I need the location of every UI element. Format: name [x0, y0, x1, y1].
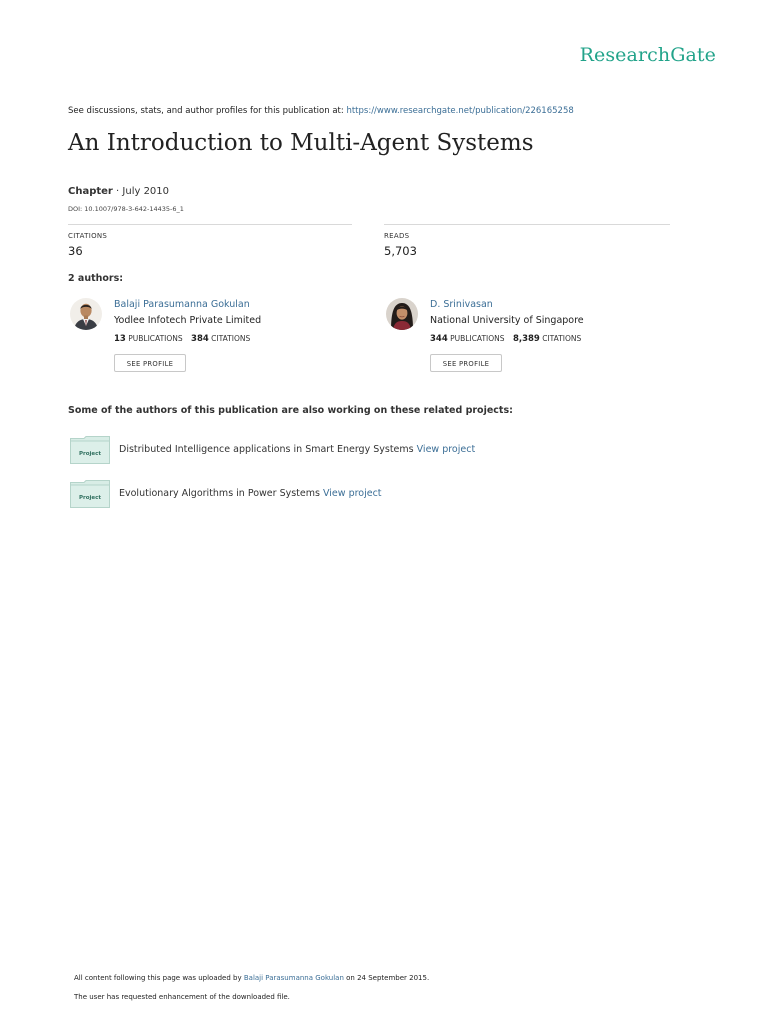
project-folder-icon [70, 436, 110, 464]
project-title: Evolutionary Algorithms in Power Systems [119, 488, 320, 499]
publication-doi: DOI: 10.1007/978-3-642-14435-6_1 [68, 205, 184, 213]
researchgate-logo[interactable]: ResearchGate [579, 44, 716, 66]
discussion-prefix: See discussions, stats, and author profiles for this publication at: [68, 106, 344, 116]
publication-type-date [68, 186, 169, 197]
project-text [119, 488, 382, 499]
upload-suffix: on 24 September 2015. [346, 974, 430, 982]
project-badge: Project [78, 451, 102, 457]
related-project [70, 436, 670, 464]
view-project-link[interactable]: View project [416, 444, 476, 455]
author-stats [114, 334, 250, 344]
discussion-line [68, 106, 574, 116]
enhancement-note: The user has requested enhancement of the downloaded file. [74, 993, 290, 1001]
reads-label: READS [384, 232, 410, 240]
reads-value: 5,703 [384, 244, 417, 258]
author-publications-count: 344 [430, 334, 448, 344]
citations-value: 36 [68, 244, 83, 258]
authors-heading: 2 authors: [68, 273, 124, 284]
related-projects-heading: Some of the authors of this publication are also working on these related projects: [68, 405, 513, 416]
author-avatar[interactable] [386, 298, 418, 330]
publication-title: An Introduction to Multi-Agent Systems [68, 130, 534, 156]
reads-divider [384, 224, 670, 225]
author-citations-label: CITATIONS [542, 334, 582, 343]
citations-label: CITATIONS [68, 232, 108, 240]
publication-url-link[interactable]: https://www.researchgate.net/publication/226165258 [346, 106, 574, 116]
author-card [68, 298, 358, 378]
author-publications-label: PUBLICATIONS [128, 334, 183, 343]
view-project-link[interactable]: View project [323, 488, 382, 499]
publication-date: · July 2010 [116, 186, 170, 197]
project-folder-icon [70, 480, 110, 508]
uploader-link[interactable]: Balaji Parasumanna Gokulan [243, 974, 344, 982]
citations-divider [68, 224, 352, 225]
author-avatar[interactable] [70, 298, 102, 330]
author-stats [430, 334, 581, 344]
upload-notice [74, 974, 429, 982]
see-profile-button[interactable]: SEE PROFILE [114, 354, 186, 372]
author-card [384, 298, 674, 378]
upload-prefix: All content following this page was uploaded by [74, 974, 242, 982]
see-profile-button[interactable]: SEE PROFILE [430, 354, 502, 372]
author-institution: Yodlee Infotech Private Limited [114, 315, 262, 326]
author-citations-count: 384 [191, 334, 209, 344]
related-project [70, 480, 670, 508]
author-name-link[interactable]: Balaji Parasumanna Gokulan [114, 299, 250, 310]
author-institution: National University of Singapore [430, 315, 584, 326]
project-badge: Project [78, 495, 102, 501]
author-citations-label: CITATIONS [211, 334, 251, 343]
author-publications-label: PUBLICATIONS [450, 334, 505, 343]
project-title: Distributed Intelligence applications in Smart Energy Systems [119, 444, 414, 455]
author-citations-count: 8,389 [512, 334, 540, 344]
author-name-link[interactable]: D. Srinivasan [430, 299, 493, 310]
publication-type: Chapter [68, 186, 113, 197]
author-publications-count: 13 [114, 334, 126, 344]
project-text [119, 444, 475, 455]
